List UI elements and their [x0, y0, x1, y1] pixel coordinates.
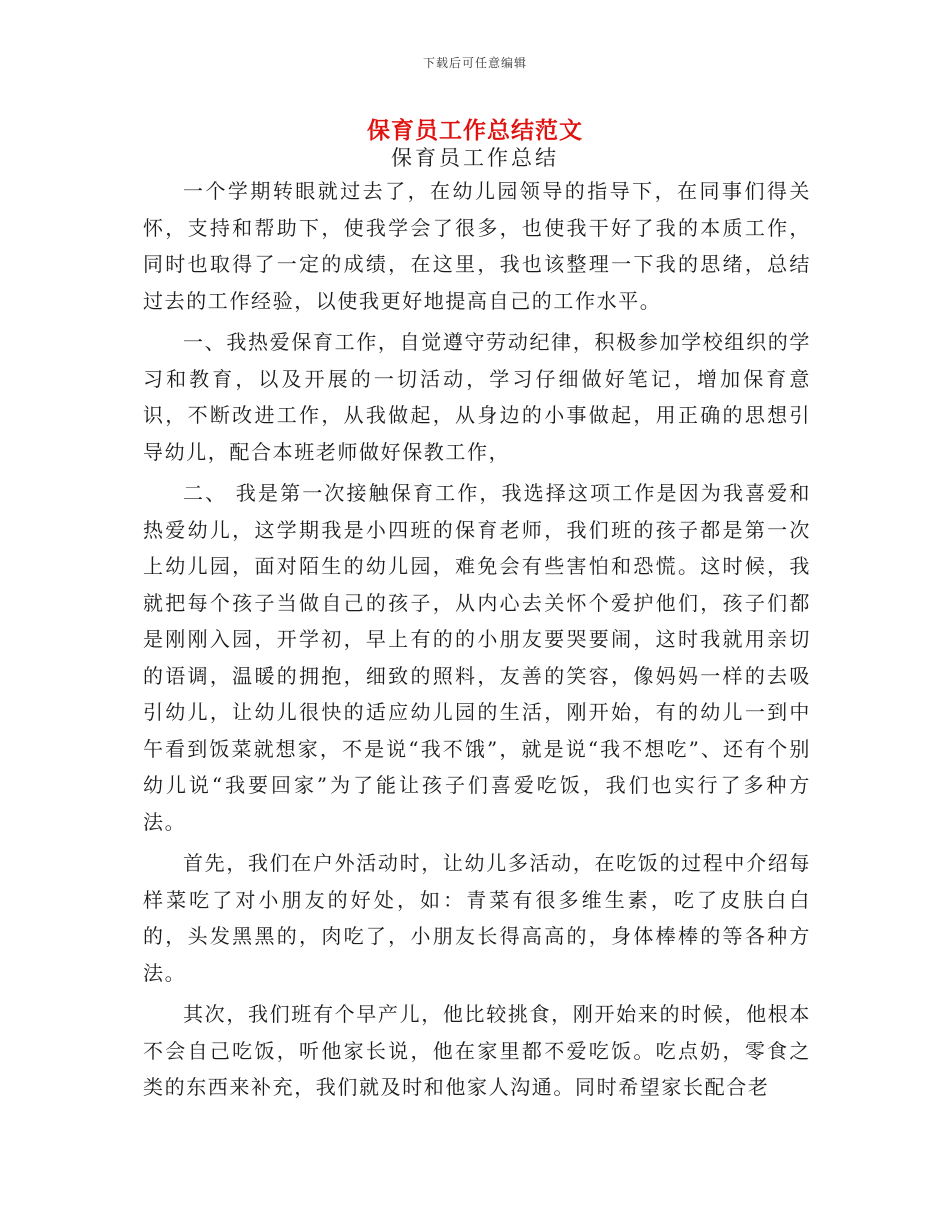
document-title: 保育员工作总结范文 — [367, 117, 583, 144]
document-subtitle: 保育员工作总结 — [391, 146, 559, 170]
page-header-note: 下载后可任意编辑 — [422, 56, 527, 70]
document-body — [143, 173, 811, 1111]
paragraph-section-two: 二、 我是第一次接触保育工作，我选择这项工作是因为我喜爱和热爱幼儿，这学期我是小四班的保育老师，我们班的孩子都是第一次上幼儿园，面对陌生的幼儿园，难免会有些害怕和恐慌。这时候，我就把每个孩子当做自己的孩子，从内心去关怀个爱护他们，孩子们都是刚刚入园，开学初，早上有的的小朋友要哭要闹，这时我就用亲切的语调，温暖的拥抱，细致的照料，友善的笑容，像妈妈一样的去吸引幼儿，让幼儿很快的适应幼儿园的生活，刚开始，有的幼儿一到中午看到饭菜就想家，不是说“我不饿”，就是说“我不想吃”、还有个别幼儿说“我要回家”为了能让孩子们喜爱吃饭，我们也实行了多种方法。 — [143, 481, 811, 834]
paragraph-second-method: 其次，我们班有个早产儿，他比较挑食，刚开始来的时候，他根本不会自己吃饭，听他家长说，他在家里都不爱吃饭。吃点奶，零食之类的东西来补充，我们就及时和他家人沟通。同时希望家长配合老 — [143, 1002, 811, 1099]
paragraph-intro: 一个学期转眼就过去了，在幼儿园领导的指导下，在同事们得关怀，支持和帮助下，使我学会了很多，也使我干好了我的本质工作，同时也取得了一定的成绩，在这里，我也该整理一下我的思绪，总结过去的工作经验，以使我更好地提高自己的工作水平。 — [143, 179, 811, 313]
paragraph-section-one: 一、我热爱保育工作，自觉遵守劳动纪律，积极参加学校组织的学习和教育，以及开展的一切活动，学习仔细做好笔记，增加保育意识，不断改进工作，从我做起，从身边的小事做起，用正确的思想引导幼儿，配合本班老师做好保教工作， — [143, 330, 811, 464]
paragraph-first-method: 首先，我们在户外活动时，让幼儿多活动，在吃饭的过程中介绍每样菜吃了对小朋友的好处，如：青菜有很多维生素，吃了皮肤白白的，头发黑黑的，肉吃了，小朋友长得高高的，身体棒棒的等各种方法。 — [143, 851, 811, 985]
